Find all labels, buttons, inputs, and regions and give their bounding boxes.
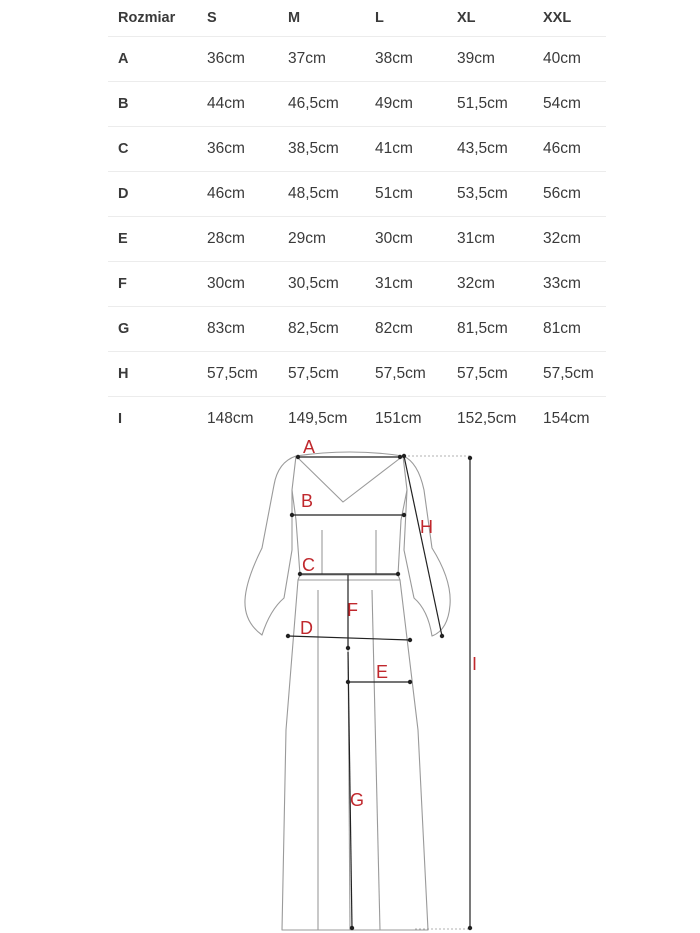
measure-label-a: A (303, 437, 316, 457)
table-cell: 40cm (543, 50, 581, 67)
measure-tip (402, 513, 405, 516)
table-cell: 151cm (375, 410, 422, 427)
row-label: G (118, 321, 130, 337)
table-cell: 83cm (207, 320, 245, 337)
measure-label-c: C (302, 555, 315, 575)
measure-label-d: D (300, 618, 313, 638)
measure-tip (408, 680, 411, 683)
row-label: B (118, 96, 129, 112)
table-cell: 57,5cm (543, 365, 594, 382)
table-row (108, 126, 606, 171)
table-cell: 38cm (375, 50, 413, 67)
measure-tip (396, 572, 399, 575)
row-label: D (118, 186, 129, 202)
measure-tip (440, 634, 443, 637)
header-m: M (288, 10, 301, 26)
table-cell: 30cm (375, 230, 413, 247)
header-size: Rozmiar (118, 10, 176, 26)
table-cell: 44cm (207, 95, 245, 112)
measure-tip (468, 456, 471, 459)
table-cell: 39cm (457, 50, 495, 67)
table-cell: 51,5cm (457, 95, 508, 112)
table-cell: 152,5cm (457, 410, 517, 427)
measure-label-g: G (350, 790, 365, 810)
row-label: I (118, 411, 123, 427)
table-cell: 28cm (207, 230, 245, 247)
measure-tip (408, 638, 411, 641)
table-cell: 49cm (375, 95, 413, 112)
leg-seam-right (372, 590, 380, 930)
row-label: C (118, 141, 129, 157)
measure-tip (398, 455, 401, 458)
table-row (108, 306, 606, 351)
table-cell: 37cm (288, 50, 326, 67)
table-cell: 38,5cm (288, 140, 339, 157)
table-row (108, 216, 606, 261)
waistband-shape (298, 575, 400, 580)
measure-tip (346, 646, 349, 649)
table-cell: 82,5cm (288, 320, 339, 337)
table-cell: 48,5cm (288, 185, 339, 202)
table-row (108, 351, 606, 396)
header-s: S (207, 10, 217, 26)
table-cell: 36cm (207, 140, 245, 157)
measure-label-b: B (301, 491, 314, 511)
table-cell: 29cm (288, 230, 326, 247)
size-table (108, 0, 606, 441)
table-cell: 154cm (543, 410, 590, 427)
row-label: E (118, 231, 128, 247)
measure-tip (286, 634, 289, 637)
row-label: H (118, 366, 129, 382)
table-row (108, 81, 606, 126)
measure-label-h: H (420, 517, 433, 537)
header-xl: XL (457, 10, 476, 26)
table-cell: 51cm (375, 185, 413, 202)
measure-tip (346, 680, 349, 683)
table-row (108, 261, 606, 306)
table-cell: 57,5cm (457, 365, 508, 382)
table-header (108, 0, 606, 36)
table-cell: 148cm (207, 410, 254, 427)
row-label: A (118, 51, 129, 67)
table-cell: 57,5cm (288, 365, 339, 382)
measure-label-f: F (347, 600, 358, 620)
table-cell: 31cm (457, 230, 495, 247)
table-cell: 30,5cm (288, 275, 339, 292)
table-cell: 56cm (543, 185, 581, 202)
table-cell: 41cm (375, 140, 413, 157)
measure-tip (402, 454, 405, 457)
garment-diagram (0, 430, 700, 933)
header-l: L (375, 10, 384, 26)
table-cell: 46,5cm (288, 95, 339, 112)
left-sleeve-shape (245, 456, 296, 635)
table-cell: 149,5cm (288, 410, 348, 427)
measure-tip (296, 455, 299, 458)
table-cell: 30cm (207, 275, 245, 292)
table-cell: 81,5cm (457, 320, 508, 337)
table-cell: 57,5cm (375, 365, 426, 382)
header-xxl: XXL (543, 10, 572, 26)
table-cell: 31cm (375, 275, 413, 292)
table-row (108, 171, 606, 216)
measurement-lines (286, 454, 471, 929)
measure-label-e: E (376, 662, 389, 682)
table-cell: 36cm (207, 50, 245, 67)
table-cell: 53,5cm (457, 185, 508, 202)
table-cell: 54cm (543, 95, 581, 112)
measure-tip (290, 513, 293, 516)
table-row (108, 36, 606, 81)
table-cell: 57,5cm (207, 365, 258, 382)
measure-label-i: I (472, 654, 478, 674)
table-cell: 46cm (543, 140, 581, 157)
table-cell: 81cm (543, 320, 581, 337)
table-cell: 33cm (543, 275, 581, 292)
measure-tip (350, 926, 353, 929)
table-cell: 32cm (457, 275, 495, 292)
measure-tip (468, 926, 471, 929)
table-cell: 43,5cm (457, 140, 508, 157)
table-cell: 32cm (543, 230, 581, 247)
table-cell: 82cm (375, 320, 413, 337)
row-label: F (118, 276, 127, 292)
table-cell: 46cm (207, 185, 245, 202)
